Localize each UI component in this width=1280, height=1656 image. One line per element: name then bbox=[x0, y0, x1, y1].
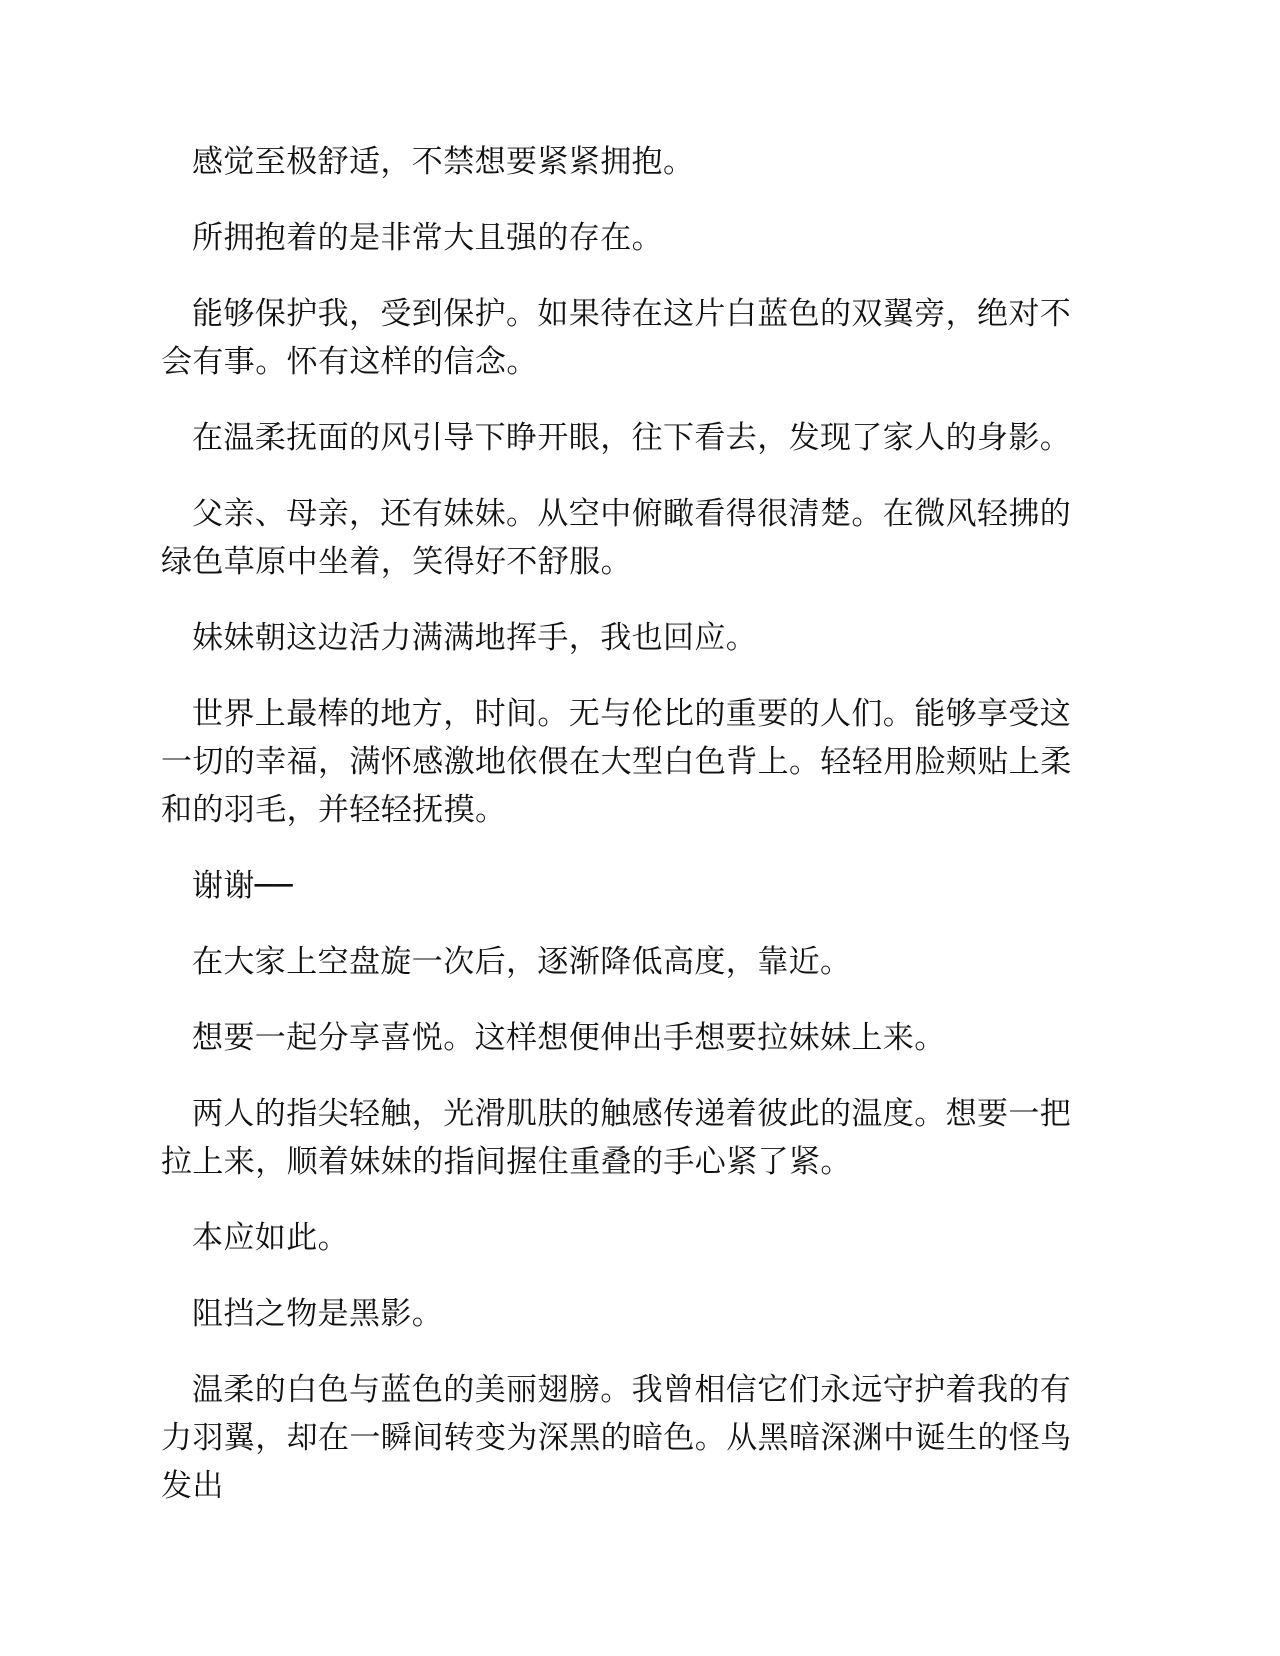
paragraph: 世界上最棒的地方，时间。无与伦比的重要的人们。能够享受这一切的幸福，满怀感激地依偎在大型白色背上。轻轻用脸颊贴上柔和的羽毛，并轻轻抚摸。 bbox=[161, 696, 1072, 828]
paragraph: 想要一起分享喜悦。这样想便伸出手想要拉妹妹上来。 bbox=[192, 1020, 946, 1056]
paragraph: 两人的指尖轻触，光滑肌肤的触感传递着彼此的温度。想要一把拉上来，顺着妹妹的指间握住重叠的手心紧了紧。 bbox=[161, 1096, 1072, 1180]
paragraph: 温柔的白色与蓝色的美丽翅膀。我曾相信它们永远守护着我的有力羽翼，却在一瞬间转变为深黑的暗色。从黑暗深渊中诞生的怪鸟发出 bbox=[161, 1372, 1072, 1504]
paragraph: 本应如此。 bbox=[192, 1220, 349, 1256]
paragraph: 谢谢── bbox=[192, 868, 293, 904]
paragraph: 感觉至极舒适，不禁想要紧紧拥抱。 bbox=[192, 144, 695, 180]
paragraph: 父亲、母亲，还有妹妹。从空中俯瞰看得很清楚。在微风轻拂的绿色草原中坐着，笑得好不舒服。 bbox=[161, 496, 1072, 580]
paragraph: 阻挡之物是黑影。 bbox=[192, 1296, 444, 1332]
paragraph: 妹妹朝这边活力满满地挥手，我也回应。 bbox=[192, 620, 758, 656]
paragraph: 在大家上空盘旋一次后，逐渐降低高度，靠近。 bbox=[192, 944, 852, 980]
paragraph: 能够保护我，受到保护。如果待在这片白蓝色的双翼旁，绝对不会有事。怀有这样的信念。 bbox=[161, 296, 1072, 380]
paragraph: 在温柔抚面的风引导下睁开眼，往下看去，发现了家人的身影。 bbox=[192, 420, 1072, 456]
paragraph: 所拥抱着的是非常大且强的存在。 bbox=[192, 220, 663, 256]
body-text bbox=[161, 138, 1101, 1538]
